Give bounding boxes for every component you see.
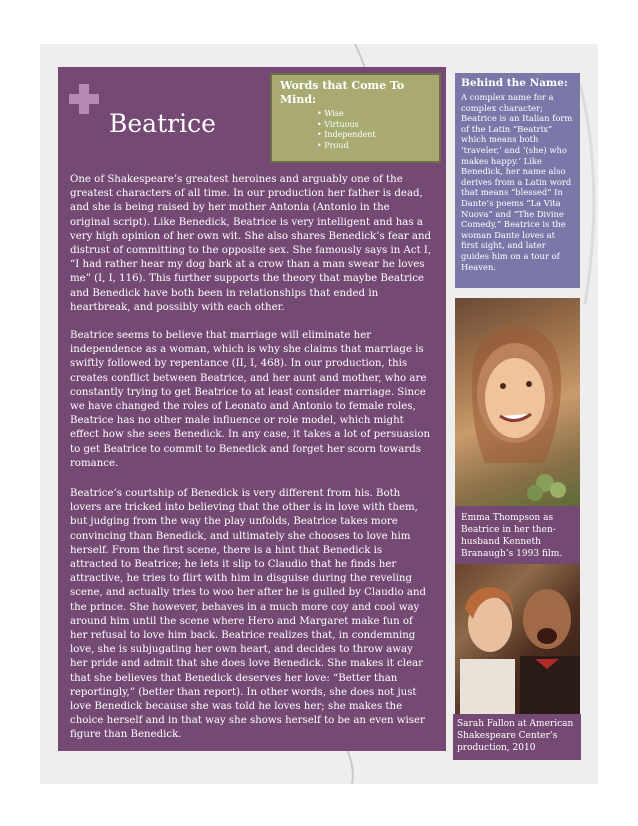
paragraph-3: Beatrice’s courtship of Benedick is very different from his. Both lovers are tricked into believing that the other is in love with them, but judging from the way the play unfolds, Beatrice takes more convincing than Benedick, and ultimately she chooses to love him herself. From the first scene, there is a hint that Benedick is attracted to Beatrice; he lets it slip to Claudio that he finds her attractive, he tries to flirt with him in disguise during the reveling scene, and actually tries to woo her after he is gulled by Claudio and the prince. She however, behaves in a much more coy and cool way around him until the scene where Hero and Margaret make fun of her refusal to love him back. Beatrice realizes that, in condemning love, she is subjugating her own heart, and decides to throw away her pride and admit that she does love Benedick. She makes it clear that she believes that Benedick deserves her love: “Better than reportingly,” (better than report). In other words, she does not just love Benedick because she was told he loves her; she makes the choice herself and in that way she shows herself to be an even wiser figure than Benedick. xyxy=(70,488,427,741)
words-title: Words that Come To Mind: xyxy=(280,79,405,106)
words-box xyxy=(270,73,441,163)
caption-1: Emma Thompson as Beatrice in her then-husband Kenneth Branaugh’s 1993 film. xyxy=(455,506,580,564)
stage-illustration xyxy=(455,564,580,714)
portrait-illustration xyxy=(455,298,580,506)
behind-name-box xyxy=(455,73,580,288)
main-panel xyxy=(58,67,446,751)
paragraph-1: One of Shakespeare’s greatest heroines and arguably one of the greatest characters of all time. In our production her father is dead, and she is being raised by her mother Antonia (Antonio in the original script). Like Benedick, Beatrice is very intelligent and has a very high opinion of her own wit. She also shares Benedick’s fear and distrust of committing to the opposite sex. She famously says in Act I, “I had rather hear my dog bark at a crow than a man swear he loves me” (I, I, 116). This further supports the theory that maybe Beatrice and Benedick have both been in relationships that ended in heartbreak, and possibly with each other. xyxy=(70,174,432,313)
list-item: • Wise xyxy=(317,109,431,120)
page-title: Beatrice xyxy=(109,109,216,138)
paragraph-2: Beatrice seems to believe that marriage will eliminate her independence as a woman, which is why she claims that marriage is swiftly followed by repentance (II, I, 468). In our production, this creates conflict between Beatrice, and her aunt and mother, who are constantly trying to get Beatrice to at least consider marriage. Since we have changed the roles of Leonato and Antonio to female roles, Beatrice has no other male influence or role model, which might effect how she sees Benedick. In any case, it takes a lot of persuasion to get Beatrice to commit to Benedick and forget her scorn towards romance. xyxy=(70,330,431,469)
words-list xyxy=(280,109,431,151)
list-item: • Proud xyxy=(317,141,431,152)
plus-icon xyxy=(69,84,99,114)
caption-2: Sarah Fallon at American Shakespeare Center’s production, 2010 xyxy=(453,714,581,760)
emma-thompson-photo xyxy=(455,298,580,506)
behind-name-body: A complex name for a complex character; Beatrice is an Italian form of the Latin “Beatrix” which means both ‘traveler,’ and ‘(she) who makes happy.’ Like Benedick, her name also derives from a Latin word that means “blessed” In Dante’s poems “La Vita Nuova” and “The Divine Comedy,” Beatrice is the woman Dante loves at first sight, and later guides him on a tour of Heaven. xyxy=(461,92,573,272)
sarah-fallon-photo xyxy=(455,564,580,714)
list-item: • Independent xyxy=(317,130,431,141)
list-item: • Virtuous xyxy=(317,120,431,131)
behind-name-title: Behind the Name: xyxy=(461,77,568,89)
